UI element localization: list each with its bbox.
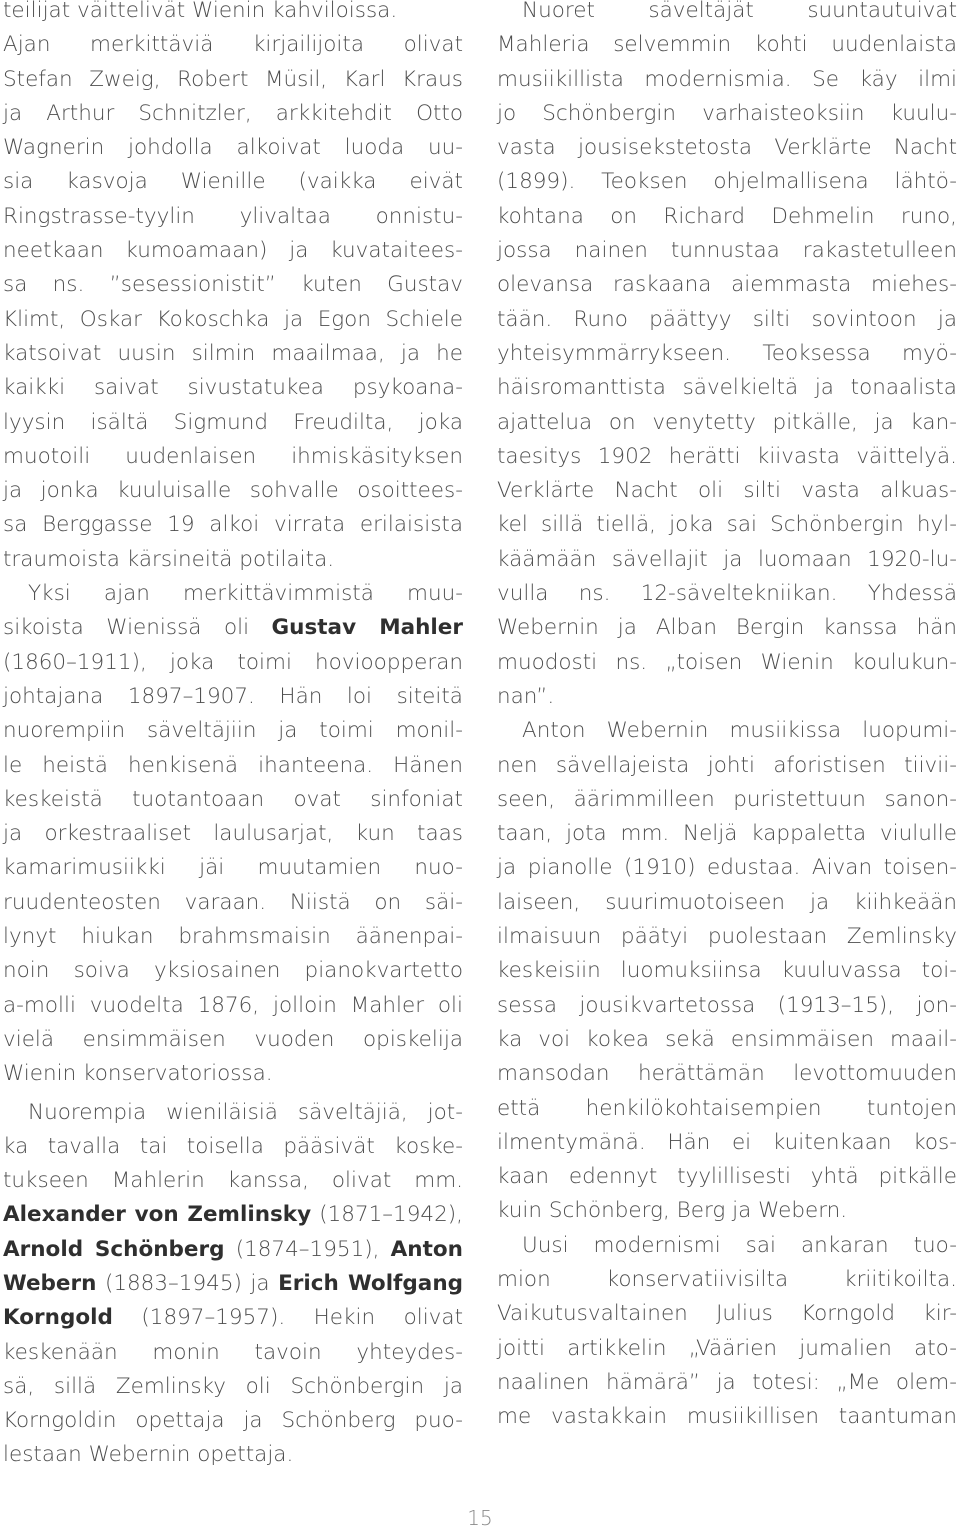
text-run: nan”. xyxy=(497,683,555,709)
text-line xyxy=(3,1336,463,1370)
text-line xyxy=(497,1263,957,1297)
text-run: ruudenteosten varaan. Niistä on säi- xyxy=(3,889,463,915)
text-line xyxy=(497,611,957,645)
text-run: vulla ns. 12-säveltekniikan. Yhdessä xyxy=(497,581,957,607)
text-line xyxy=(3,851,463,885)
text-line xyxy=(3,1438,463,1472)
text-line xyxy=(3,646,463,680)
text-run: lyysin isältä Sigmund Freudilta, joka xyxy=(3,409,463,435)
text-line xyxy=(497,1400,957,1434)
text-run: lynyt hiukan brahmsmaisin äänenpai- xyxy=(3,924,463,950)
text-run: (1899). Teoksen ohjelmallisena lähtö- xyxy=(497,169,957,195)
text-run: ja pianolle (1910) edustaa. Aivan toisen- xyxy=(497,855,957,881)
text-line xyxy=(3,28,463,62)
text-line xyxy=(3,680,463,714)
text-line xyxy=(3,508,463,542)
text-line xyxy=(3,131,463,165)
text-run: laiseen, suurimuotoiseen ja kiihkeään xyxy=(497,889,957,915)
text-run: kamarimusiikki jäi muutamien nuo- xyxy=(3,855,463,881)
text-run: Anton Webernin musiikissa luopumi- xyxy=(522,718,957,744)
text-run: me vastakkain musiikillisen taantuman xyxy=(497,1404,957,1430)
text-run: joitti artikkelin „Väärien jumalien ato- xyxy=(497,1335,957,1361)
text-line xyxy=(3,1130,463,1164)
text-run: nuorempiin säveltäjiin ja toimi monil- xyxy=(3,718,463,744)
text-line xyxy=(3,783,463,817)
text-line xyxy=(3,1233,463,1267)
text-line xyxy=(3,474,463,508)
bold-name: Gustav Mahler xyxy=(271,615,463,641)
text-line xyxy=(3,200,463,234)
text-line xyxy=(497,714,957,748)
text-line xyxy=(3,611,463,645)
text-run: sia kasvoja Wienille (vaikka eivät xyxy=(3,169,463,195)
text-run: ka voi kokea sekä ensimmäisen maail- xyxy=(497,1026,957,1052)
text-line xyxy=(497,1126,957,1160)
text-line xyxy=(497,749,957,783)
bold-name: Erich Wolfgang xyxy=(278,1270,464,1296)
text-run: Yksi ajan merkittävimmistä muu- xyxy=(28,581,463,607)
text-run: Wienin konservatoriossa. xyxy=(3,1061,273,1087)
text-run: teilijat väittelivät Wienin kahviloissa. xyxy=(3,0,398,23)
text-run: musiikillista modernismia. Se käy ilmi xyxy=(497,66,957,92)
text-run: Vaikutusvaltainen Julius Korngold kir- xyxy=(497,1301,957,1327)
text-line xyxy=(497,886,957,920)
text-line xyxy=(497,200,957,234)
text-run: Klimt, Oskar Kokoschka ja Egon Schiele xyxy=(3,306,463,332)
text-run: kel sillä tiellä, joka sai Schönbergin hyl- xyxy=(497,512,957,538)
text-run: (1860–1911), joka toimi hovioopperan xyxy=(3,649,463,675)
text-run: Uusi modernismi sai ankaran tuo- xyxy=(522,1232,957,1258)
text-line xyxy=(497,1194,957,1228)
text-line xyxy=(497,851,957,885)
text-run: katsoivat uusin silmin maailmaa, ja he xyxy=(3,340,463,366)
text-line xyxy=(3,234,463,268)
text-line xyxy=(497,131,957,165)
text-line xyxy=(3,1164,463,1198)
text-run: noin soiva yksiosainen pianokvartetto xyxy=(3,958,463,984)
text-run: (1874–1951), xyxy=(224,1236,391,1262)
text-run: seen, äärimmilleen puristettuun sanon- xyxy=(497,786,957,812)
text-line xyxy=(3,1096,463,1130)
text-run: Ringstrasse-tyylin ylivaltaa onnistu- xyxy=(3,203,463,229)
text-line xyxy=(3,97,463,131)
text-line xyxy=(497,989,957,1023)
text-run: tukseen Mahlerin kanssa, olivat mm. xyxy=(3,1168,463,1194)
text-run: käämään sävellajit ja luomaan 1920-lu- xyxy=(497,546,957,572)
text-line xyxy=(497,1092,957,1126)
text-line xyxy=(3,0,463,28)
text-line xyxy=(3,1301,463,1335)
text-line xyxy=(497,28,957,62)
text-run: ka tavalla tai toisella pääsivät koske- xyxy=(3,1133,463,1159)
text-line xyxy=(3,303,463,337)
text-line xyxy=(497,63,957,97)
bold-name: Anton xyxy=(390,1236,463,1262)
text-line xyxy=(3,989,463,1023)
text-line xyxy=(497,97,957,131)
text-line xyxy=(3,1057,463,1091)
text-run: Korngoldin opettaja ja Schönberg puo- xyxy=(3,1408,463,1434)
text-run: kohtana on Richard Dehmelin runo, xyxy=(497,203,957,229)
text-run: nen sävellajeista johti aforistisen tiivii- xyxy=(497,752,957,778)
text-line xyxy=(3,543,463,577)
text-run: sa Berggasse 19 alkoi virrata erilaisista xyxy=(3,512,463,538)
text-run: naalinen hämärä” ja totesi: „Me olem- xyxy=(497,1369,957,1395)
text-run: taesitys 1902 herätti kiivasta väittelyä. xyxy=(497,443,957,469)
text-run: Verklärte Nacht oli silti vasta alkuas- xyxy=(497,478,957,504)
text-run: olevansa raskaana aiemmasta miehes- xyxy=(497,272,957,298)
text-line xyxy=(497,680,957,714)
text-line xyxy=(3,920,463,954)
text-run: yhteisymmärrykseen. Teoksessa myö- xyxy=(497,340,957,366)
text-line xyxy=(3,577,463,611)
text-line xyxy=(497,1023,957,1057)
text-run: keskenään monin tavoin yhteydes- xyxy=(3,1339,463,1365)
text-run: kaan edennyt tyylillisesti yhtä pitkälle xyxy=(497,1164,957,1190)
text-run: taan, jota mm. Neljä kappaletta viululle xyxy=(497,821,957,847)
text-run: kaikki saivat sivustatukea psykoana- xyxy=(3,375,463,401)
text-run: Nuoret säveltäjät suuntautuivat xyxy=(522,0,957,23)
text-line xyxy=(497,817,957,851)
text-line xyxy=(497,1297,957,1331)
text-line xyxy=(3,165,463,199)
text-run: mion konservatiivisilta kriitikoilta. xyxy=(497,1266,957,1292)
text-run: ajattelua on venytetty pitkälle, ja kan- xyxy=(497,409,957,435)
text-line xyxy=(3,1198,463,1232)
text-run: sikoista Wienissä oli xyxy=(3,615,272,641)
text-line xyxy=(497,474,957,508)
text-run: mansodan herättämän levottomuuden xyxy=(497,1061,957,1087)
text-line xyxy=(497,577,957,611)
text-line xyxy=(3,954,463,988)
text-run: keskeistä tuotantoaan ovat sinfoniat xyxy=(3,786,463,812)
text-line xyxy=(3,817,463,851)
right-column xyxy=(497,0,957,1434)
text-run: Wagnerin johdolla alkoivat luoda uu- xyxy=(3,135,463,161)
text-line xyxy=(3,371,463,405)
text-run: sessa jousikvartetossa (1913–15), jon- xyxy=(497,992,957,1018)
text-line xyxy=(3,1267,463,1301)
text-run: traumoista kärsineitä potilaita. xyxy=(3,546,335,572)
text-line xyxy=(497,1160,957,1194)
text-line xyxy=(3,1404,463,1438)
left-column xyxy=(3,0,463,1473)
text-line xyxy=(497,1229,957,1263)
text-run: le heistä henkisenä ihanteena. Hänen xyxy=(3,752,463,778)
text-line xyxy=(497,1366,957,1400)
text-run: että henkilökohtaisempien tuntojen xyxy=(497,1095,957,1121)
text-line xyxy=(3,1370,463,1404)
page-number: 15 xyxy=(467,1506,493,1530)
text-run: Webernin ja Alban Bergin kanssa hän xyxy=(497,615,957,641)
text-run: Nuorempia wieniläisiä säveltäjiä, jot- xyxy=(28,1099,463,1125)
text-run: johtajana 1897–1907. Hän loi siteitä xyxy=(3,683,463,709)
text-line xyxy=(497,783,957,817)
bold-name: Korngold xyxy=(3,1305,113,1331)
text-run: a-molli vuodelta 1876, jolloin Mahler oli xyxy=(3,992,463,1018)
text-run: muotoili uudenlaisen ihmiskäsityksen xyxy=(3,443,463,469)
text-run: vasta jousisekstetosta Verklärte Nacht xyxy=(497,135,957,161)
text-line xyxy=(497,165,957,199)
text-line xyxy=(497,1332,957,1366)
text-line xyxy=(497,0,957,28)
text-line xyxy=(3,268,463,302)
text-line xyxy=(497,1057,957,1091)
text-run: ja jonka kuuluisalle sohvalle osoittees- xyxy=(3,478,463,504)
text-line xyxy=(497,406,957,440)
text-line xyxy=(3,749,463,783)
text-line xyxy=(3,406,463,440)
text-run: (1871–1942), xyxy=(311,1202,463,1228)
text-line xyxy=(3,714,463,748)
text-run: Mahleria selvemmin kohti uudenlaista xyxy=(497,32,957,58)
text-run: ilmaisuun päätyi puolestaan Zemlinsky xyxy=(497,924,957,950)
text-line xyxy=(3,886,463,920)
text-line xyxy=(497,508,957,542)
text-line xyxy=(497,543,957,577)
text-line xyxy=(497,268,957,302)
text-run: neetkaan kumoamaan) ja kuvataitees- xyxy=(3,238,463,264)
text-line xyxy=(3,1023,463,1057)
text-line xyxy=(3,63,463,97)
text-run: vielä ensimmäisen vuoden opiskelija xyxy=(3,1026,463,1052)
text-run: sa ns. ”sesessionistit” kuten Gustav xyxy=(3,272,463,298)
text-line xyxy=(497,920,957,954)
text-line xyxy=(497,954,957,988)
text-run: Ajan merkittäviä kirjailijoita olivat xyxy=(3,32,463,58)
text-run: ja Arthur Schnitzler, arkkitehdit Otto xyxy=(3,100,463,126)
text-line xyxy=(3,440,463,474)
bold-name: Webern xyxy=(3,1270,97,1296)
text-run: jossa nainen tunnustaa rakastetulleen xyxy=(497,238,957,264)
text-run: häisromanttista sävelkieltä ja tonaalista xyxy=(497,375,957,401)
text-run: muodosti ns. „toisen Wienin koulukun- xyxy=(497,649,957,675)
text-run: tään. Runo päättyy silti sovintoon ja xyxy=(497,306,957,332)
text-line xyxy=(497,303,957,337)
text-run: Stefan Zweig, Robert Müsil, Karl Kraus xyxy=(3,66,463,92)
text-run: kuin Schönberg, Berg ja Webern. xyxy=(497,1198,848,1224)
text-line xyxy=(497,371,957,405)
bold-name: Alexander von Zemlinsky xyxy=(3,1202,312,1228)
text-line xyxy=(497,440,957,474)
text-run: sä, sillä Zemlinsky oli Schönbergin ja xyxy=(3,1373,463,1399)
bold-name: Arnold Schönberg xyxy=(3,1236,225,1262)
text-line xyxy=(3,337,463,371)
text-line xyxy=(497,646,957,680)
text-run: (1883–1945) ja xyxy=(96,1270,279,1296)
text-line xyxy=(497,234,957,268)
text-run: jo Schönbergin varhaisteoksiin kuulu- xyxy=(497,100,957,126)
text-line xyxy=(497,337,957,371)
text-run: ilmentymänä. Hän ei kuitenkaan kos- xyxy=(497,1129,957,1155)
text-run: (1897–1957). Hekin olivat xyxy=(112,1305,463,1331)
text-run: lestaan Webernin opettaja. xyxy=(3,1442,294,1468)
text-run: keskeisiin luomuksiinsa kuuluvassa toi- xyxy=(497,958,957,984)
text-run: ja orkestraaliset laulusarjat, kun taas xyxy=(3,821,463,847)
